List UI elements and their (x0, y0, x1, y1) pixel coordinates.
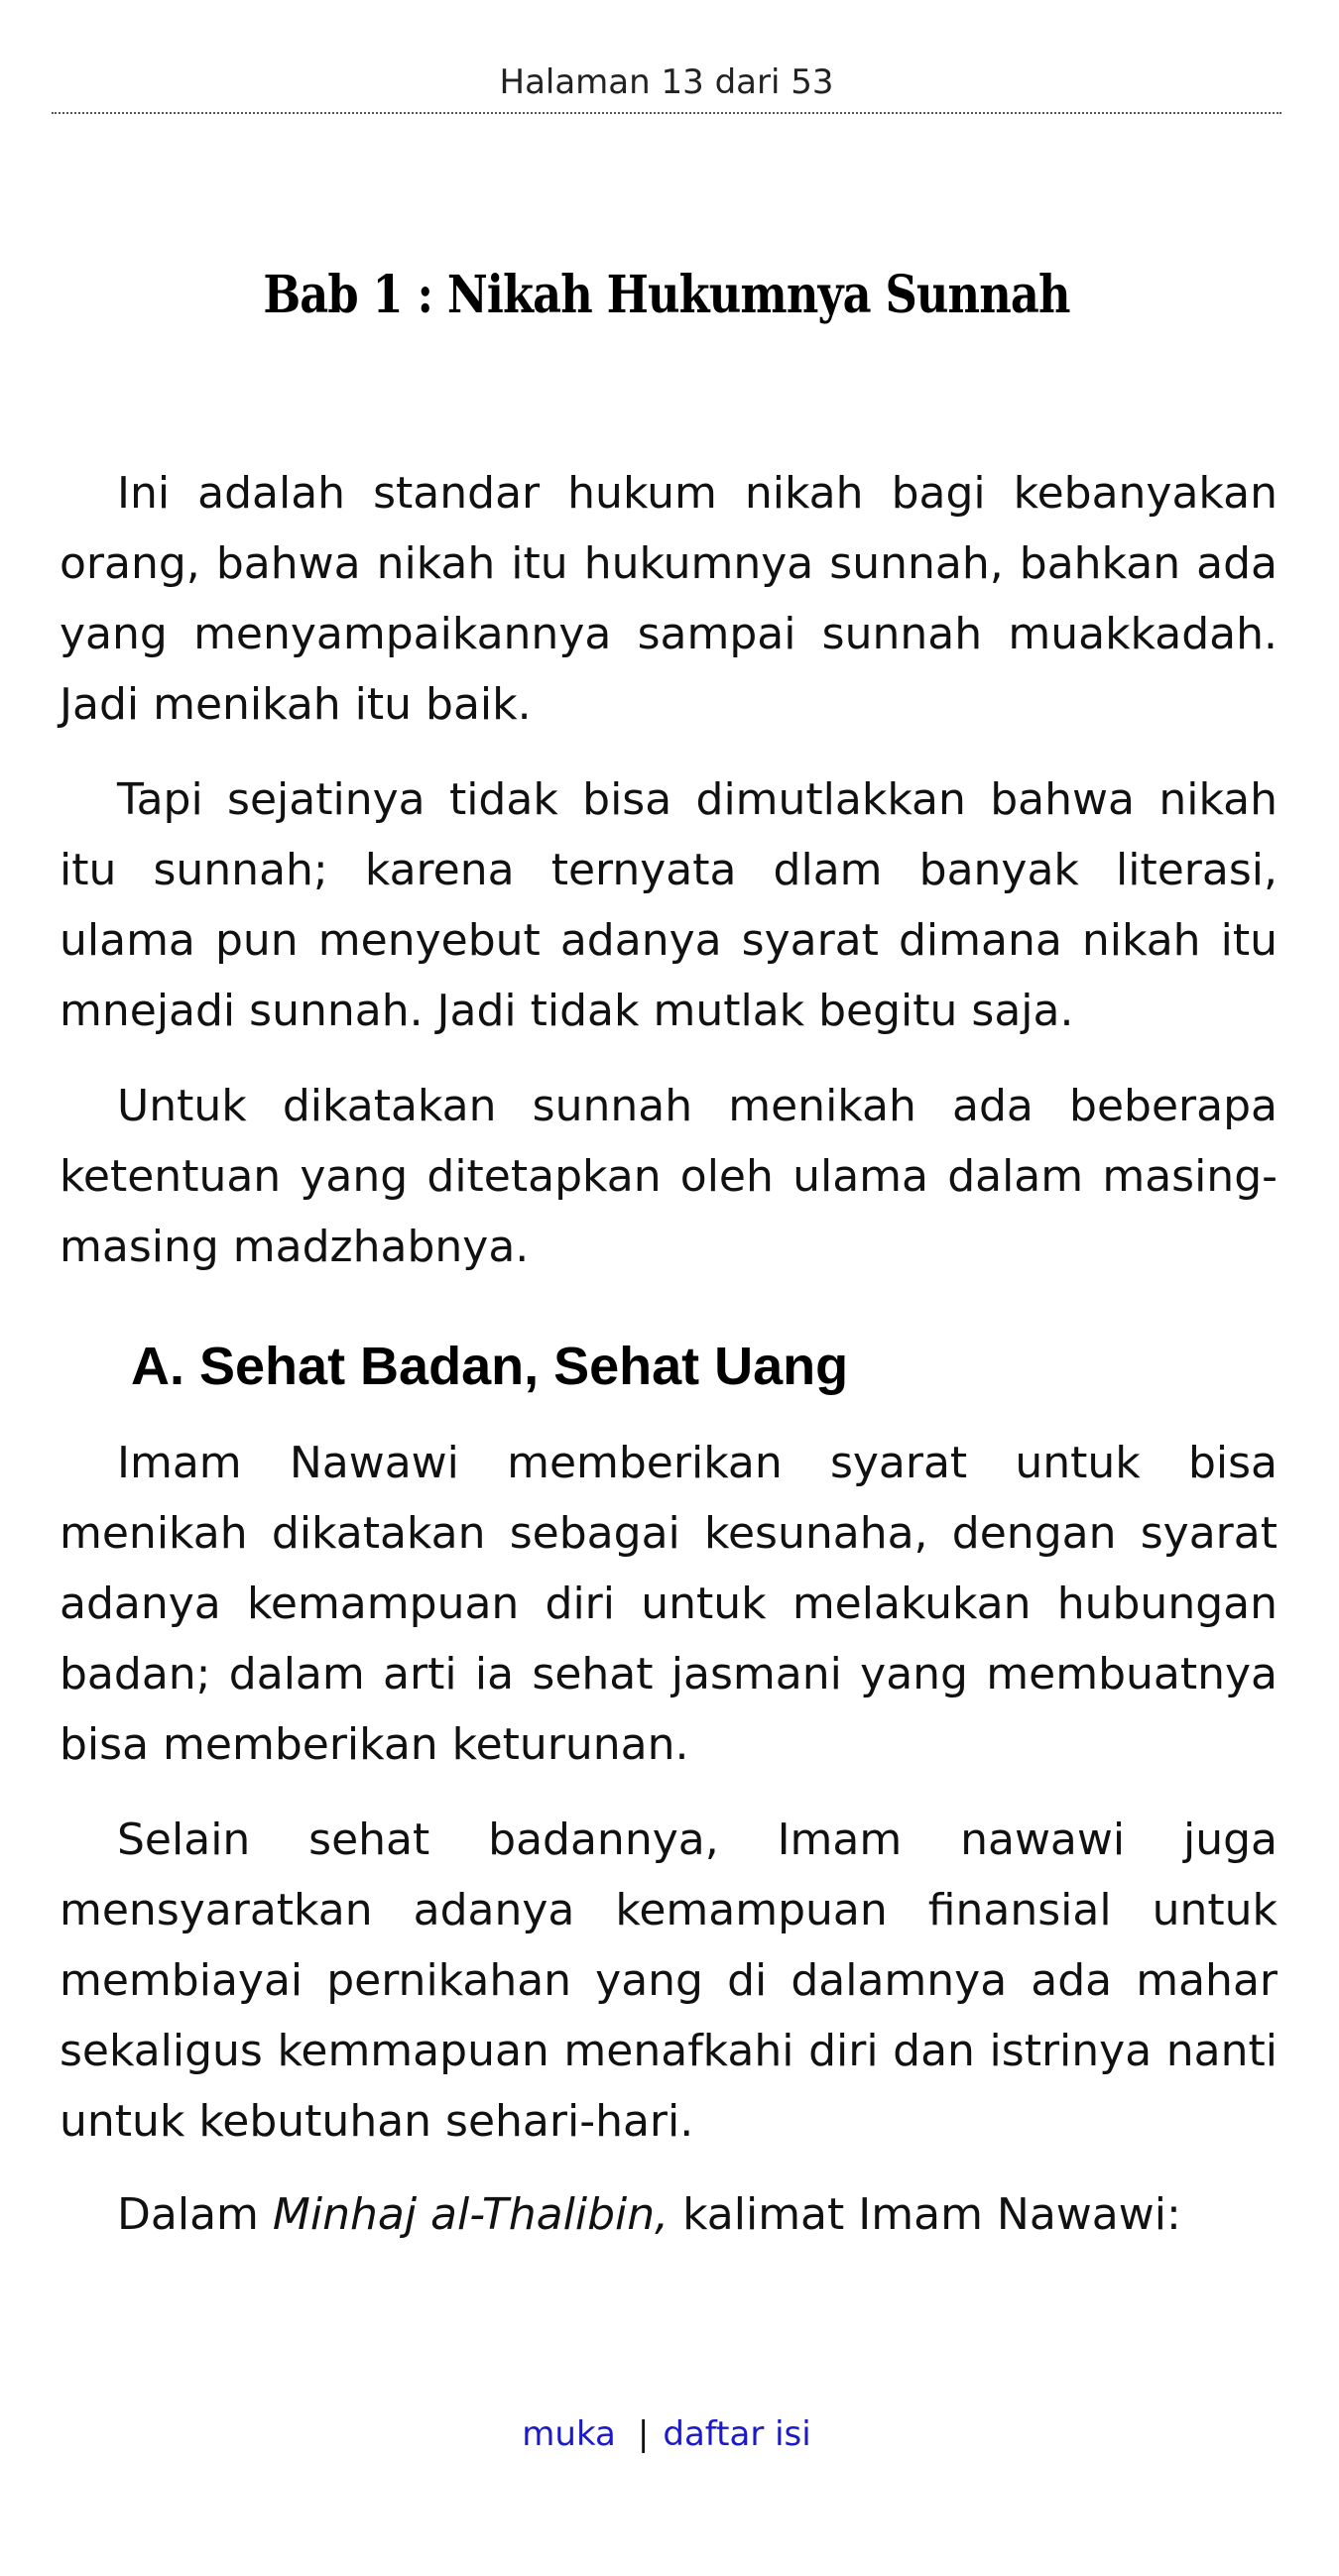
section-heading: A. Sehat Badan, Sehat Uang (131, 1337, 849, 1396)
paragraph: Ini adalah standar hukum nikah bagi kebanyakan orang, bahwa nikah itu hukumnya sunnah, bahkan ada yang menyampaikannya sampai sunnah muakkadah. Jadi menikah itu baik. (60, 468, 1278, 730)
closing-prefix: Dalam (117, 2189, 273, 2240)
chapter-title: Bab 1 : Nikah Hukumnya Sunnah (263, 265, 1070, 325)
paragraph: Untuk dikatakan sunnah menikah ada beberapa ketentuan yang ditetapkan oleh ulama dalam masing-masing madzhabnya. (60, 1081, 1278, 1272)
intro-text (60, 458, 1278, 1307)
page-indicator: Halaman 13 dari 53 (499, 62, 834, 102)
header-divider (52, 112, 1281, 114)
footer-nav (52, 2409, 1281, 2459)
closing-suffix: kalimat Imam Nawawi: (669, 2189, 1181, 2240)
table-of-contents-link[interactable]: daftar isi (663, 2414, 811, 2454)
section-text (60, 1428, 1278, 2181)
footer-separator: | (637, 2414, 650, 2454)
paragraph: Imam Nawawi memberikan syarat untuk bisa menikah dikatakan sebagai kesunaha, dengan syarat adanya kemampuan diri untuk melakukan hubungan badan; dalam arti ia sehat jasmani yang membuatnya bisa memberikan keturunan. (60, 1438, 1278, 1770)
cover-link[interactable]: muka (522, 2414, 616, 2454)
book-title: Minhaj al-Thalibin, (272, 2189, 670, 2240)
paragraph: Selain sehat badannya, Imam nawawi juga mensyaratkan adanya kemampuan finansial untuk membiayai pernikahan yang di dalamnya ada mahar sekaligus kemmapuan menafkahi diri dan istrinya nanti untuk kebutuhan sehari-hari. (60, 1815, 1278, 2147)
closing-line (117, 2179, 1181, 2250)
paragraph: Tapi sejatinya tidak bisa dimutlakkan bahwa nikah itu sunnah; karena ternyata dlam banyak literasi, ulama pun menyebut adanya syarat dimana nikah itu mnejadi sunnah. Jadi tidak mutlak begitu saja. (60, 774, 1278, 1036)
